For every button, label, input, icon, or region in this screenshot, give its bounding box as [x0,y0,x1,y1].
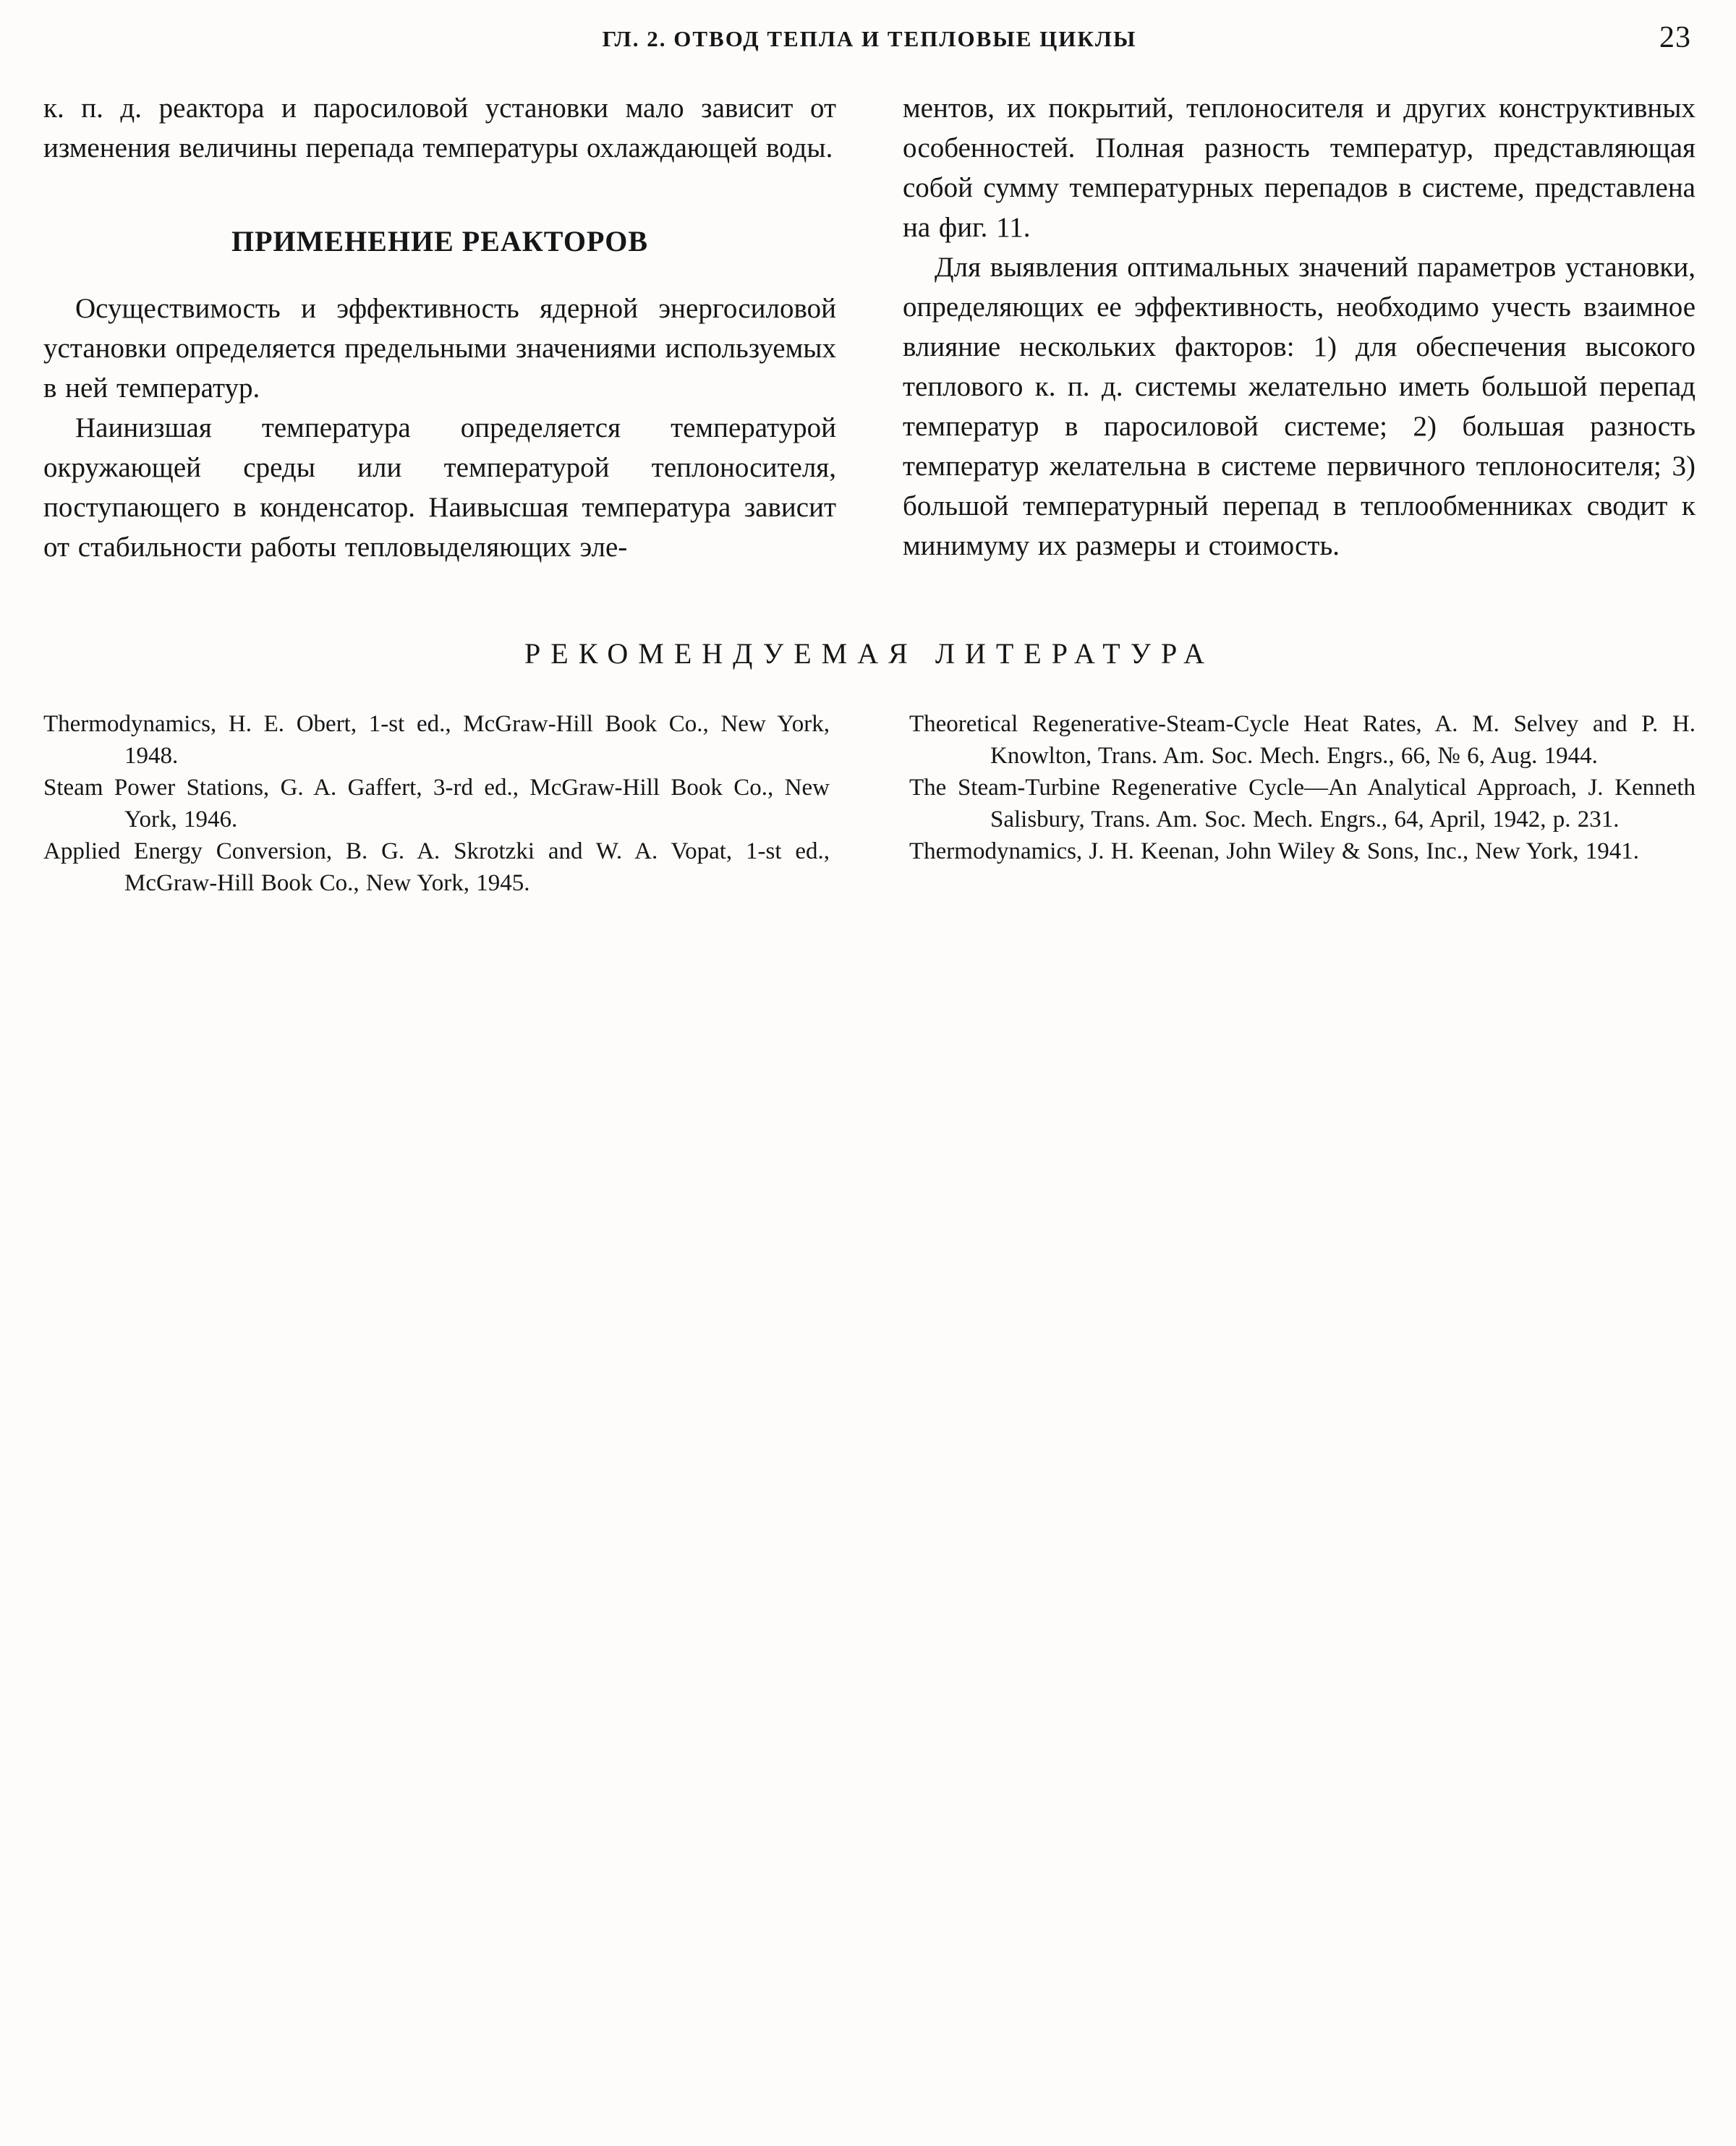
body-columns [43,88,1695,567]
page-number: 23 [1659,21,1691,54]
bibliography-section [43,636,1695,899]
bibliography-columns [43,708,1695,899]
paragraph: Осуществимость и эффективность ядерной энергосиловой установки определяется предельными значениями используемых в ней температур. [43,293,836,404]
bibliography-left-column [43,708,830,899]
bibliography-entry: The Steam-Turbine Regenerative Cycle—An Analytical Approach, J. Kenneth Salisbury, Trans. Am. Soc. Mech. Engrs., 64, April, 1942, p. 231. [909,775,1695,833]
left-column [43,88,836,567]
bibliography-entry: Applied Energy Conversion, B. G. A. Skrotzki and W. A. Vopat, 1-st ed., McGraw-Hill Book Co., New York, 1945. [43,838,830,896]
paragraph: к. п. д. реактора и паросиловой установки мало зависит от изменения величины перепада температуры охлаждающей воды. [43,93,836,163]
chapter-header: ГЛ. 2. ОТВОД ТЕПЛА И ТЕПЛОВЫЕ ЦИКЛЫ [602,26,1137,51]
paragraph: ментов, их покрытий, теплоносителя и других конструктивных особенностей. Полная разность температур, представляющая собой сумму температурных перепадов в системе, представлена на фиг. 11. [903,93,1695,243]
bibliography-entry: Steam Power Stations, G. A. Gaffert, 3-rd ed., McGraw-Hill Book Co., New York, 1946. [43,775,830,833]
bibliography-entry: Theoretical Regenerative-Steam-Cycle Heat Rates, A. M. Selvey and P. H. Knowlton, Trans. Am. Soc. Mech. Engrs., 66, № 6, Aug. 1944. [909,711,1695,769]
paragraph: Наинизшая температура определяется температурой окружающей среды или температурой теплоносителя, поступающего в конденсатор. Наивысшая температура зависит от стабильности работы тепловыделяющих эле- [43,412,836,563]
section-heading-application-of-reactors: ПРИМЕНЕНИЕ РЕАКТОРОВ [231,225,649,257]
right-column [903,88,1695,567]
bibliography-entry: Thermodynamics, H. E. Obert, 1-st ed., McGraw-Hill Book Co., New York, 1948. [43,711,830,769]
bibliography-right-column [909,708,1695,899]
bibliography-entry: Thermodynamics, J. H. Keenan, John Wiley & Sons, Inc., New York, 1941. [909,838,1640,864]
bibliography-heading: РЕКОМЕНДУЕМАЯ ЛИТЕРАТУРА [524,637,1214,670]
running-head [43,20,1695,64]
paragraph: Для выявления оптимальных значений параметров установки, определяющих ее эффективность, необходимо учесть взаимное влияние нескольких факторов: 1) для обеспечения высокого теплового к. п. д. системы желательно иметь большой перепад температур в паросиловой системе; 2) большая разность температур желательна в системе первичного теплоносителя; 3) большой температурный перепад в теплообменниках сводит к минимуму их размеры и стоимость. [903,252,1695,561]
